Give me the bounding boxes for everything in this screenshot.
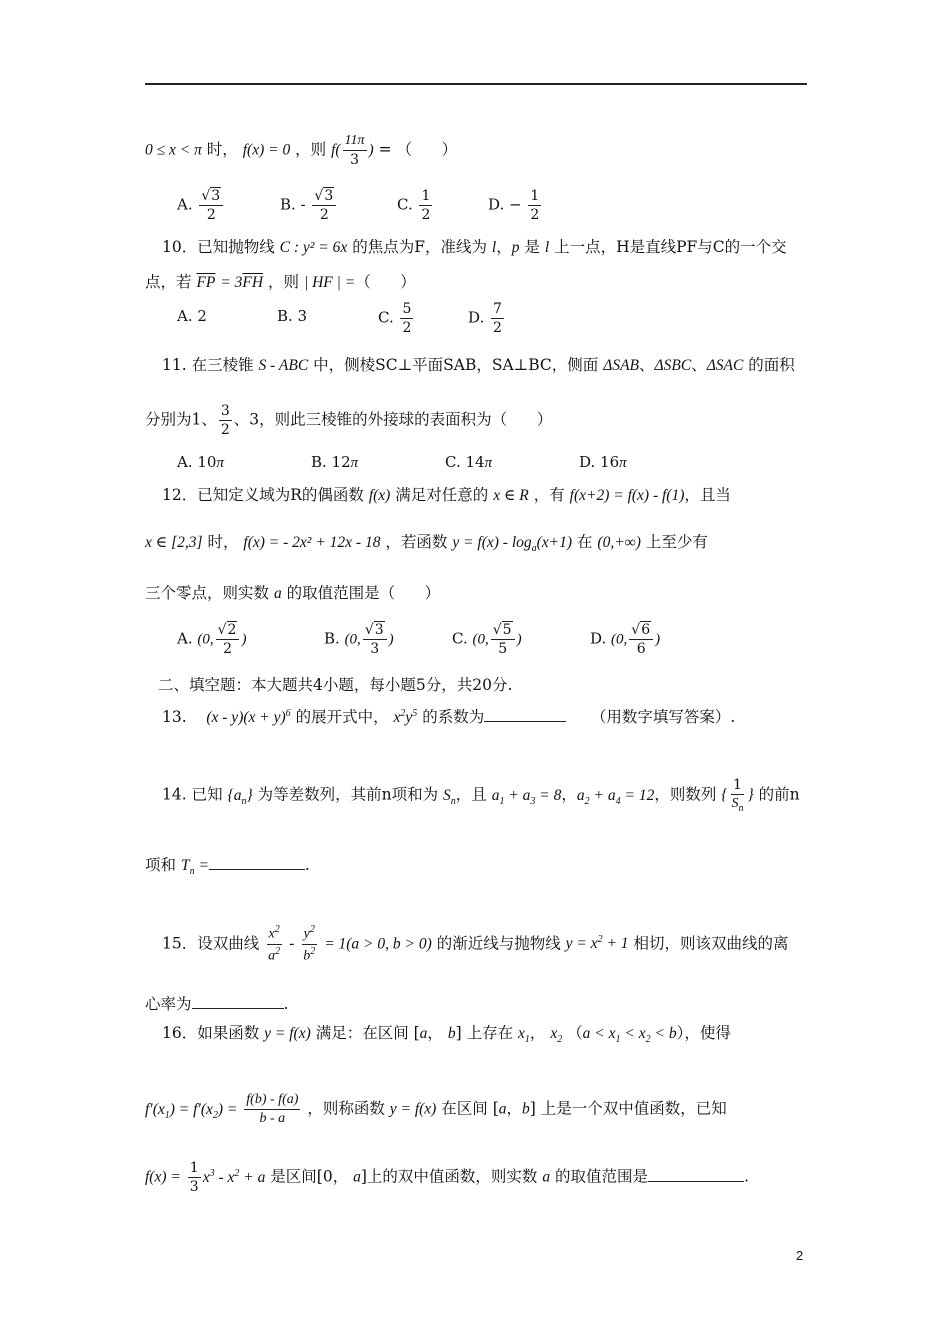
q10-line1: 10．已知抛物线 C : y² = 6x 的焦点为F，准线为 l，p 是 l 上一点，H是直线PF与C的一个交: [162, 238, 787, 256]
section2-heading: 二、填空题：本大题共4小题，每小题5分，共20分.: [158, 676, 513, 694]
q12-option-a: A. (0, $\frac{√2}{2}$ ): [177, 622, 247, 658]
q12-option-b: B. (0, $\frac{√3}{3}$ ): [324, 622, 394, 658]
q14-line1: 14. 已知 $\{a_n\}$ 为等差数列，其前n项和为 $S_n$，且 $a_1 + a_3 = 8$，$a_2 + a_4 = 12$，则数列 { $\frac{1}{S_n}$ } 的前n: [162, 777, 800, 814]
q12-line2: x ∈ [2,3] 时， f(x) = - 2x² + 12x - 18 ，若函数 $y = f(x) - \log_a(x+1)$ 在 (0,+∞) 上至少有: [145, 533, 708, 555]
q16-line1: 16．如果函数 y = f(x) 满足：在区间 [a， b] 上存在 $x_1$， $x_2$ $(a < x_1 < x_2 < b)$，使得: [162, 1024, 731, 1046]
q16-line3: f(x) = $\frac{1}{3}$ $x^3 - x^2 + a$ 是区间[0， a]上的双中值函数，则实数 a 的取值范围是 .: [145, 1160, 749, 1196]
q9-option-b: B. - $\frac{√3}{2}$: [280, 188, 338, 223]
q11-option-a: A. 10π: [177, 453, 224, 471]
q10-option-b: B. 3: [277, 307, 308, 325]
q9-option-c: C. $\frac{1}{2}$: [397, 188, 431, 224]
q9-tail: 0 ≤ x < π 时， f(x) = 0 ，则 f( $\frac{11\pi}{3}$ ) = （ ）: [145, 133, 458, 169]
q10-option-c: C. $\frac{5}{2}$: [378, 301, 412, 337]
q10-option-d: D. $\frac{7}{2}$: [468, 301, 502, 337]
q9-option-a: A. $\frac{√3}{2}$: [177, 188, 225, 223]
header-rule: [145, 83, 807, 85]
q10-line2: 点，若 $\overline{FP} = 3\overline{FH}$ ，则 | HF | =（ ）: [145, 273, 416, 291]
page-number: 2: [796, 1248, 804, 1263]
q10-option-a: A. 2: [177, 307, 207, 325]
q11-option-d: D. 16π: [579, 453, 627, 471]
q11-option-c: C. 14π: [445, 453, 493, 471]
q12-option-c: C. (0, $\frac{√5}{5}$ ): [452, 622, 522, 658]
q12-line1: 12．已知定义域为R的偶函数 f(x) 满足对任意的 x ∈ R ，有 f(x+2) = f(x) - f(1)，且当: [162, 486, 731, 504]
q11-option-b: B. 12π: [311, 453, 359, 471]
q9-option-d: D. − $\frac{1}{2}$: [488, 188, 540, 224]
q13: 13. $(x - y)(x + y)^6$ 的展开式中， $x^2y^5$ 的系数为 （用数字填写答案）.: [162, 708, 736, 727]
q15-line2: 心率为 .: [145, 995, 289, 1013]
q15-line1: 15．设双曲线 $\frac{x^2}{a^2}$ - $\frac{y^2}{b^2}$ = 1(a > 0, b > 0) 的渐近线与抛物线 $y = x^2 + 1$ 相切，则该双曲线的离: [162, 924, 789, 964]
q12-option-d: D. (0, $\frac{√6}{6}$ ): [590, 622, 661, 658]
q12-line3: 三个零点，则实数 a 的取值范围是（ ）: [145, 584, 441, 602]
q11-line2: 分别为1、 $\frac{3}{2}$ 、3，则此三棱锥的外接球的表面积为（ ）: [145, 403, 553, 439]
q14-line2: 项和 $T_n$ = .: [145, 856, 310, 878]
q11-line1: 11. 在三棱锥 S - ABC 中，侧棱SC⊥平面SAB，SA⊥BC，侧面 ΔSAB、ΔSBC、ΔSAC 的面积: [162, 356, 795, 374]
q16-line2: $f'(x_1) = f'(x_2)$ = $\frac{f(b) - f(a)}{b - a}$ ，则称函数 y = f(x) 在区间 [a，b] 上是一个双中值函数，已知: [145, 1092, 727, 1127]
